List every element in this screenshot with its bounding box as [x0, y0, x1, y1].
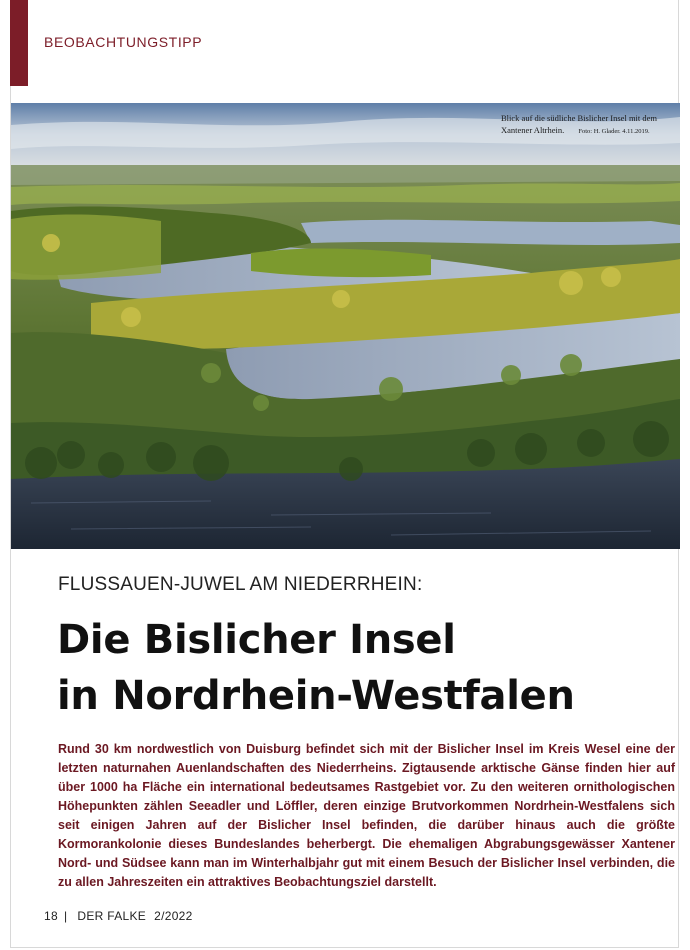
article-kicker: FLUSSAUEN-JUWEL AM NIEDERRHEIN: — [58, 574, 423, 595]
caption-text: Blick auf die südliche Bislicher Insel mit dem Xantener Altrhein. — [501, 113, 658, 135]
headline-line-1: Die Bislicher Insel — [57, 617, 456, 663]
headline-line-2: in Nordrhein-Westfalen — [57, 673, 575, 719]
aerial-landscape-photo — [11, 103, 680, 549]
page-number: 18 — [44, 909, 58, 923]
footer-separator: | — [63, 909, 68, 923]
photo-caption — [501, 112, 673, 138]
photo-credit: Foto: H. Glader. 4.11.2019. — [578, 128, 650, 135]
section-color-bar — [10, 0, 28, 86]
magazine-name: DER FALKE — [77, 909, 147, 923]
page-footer — [44, 909, 193, 923]
section-label: BEOBACHTUNGSTIPP — [44, 34, 203, 50]
issue-number: 2/2022 — [154, 909, 193, 923]
article-headline — [57, 612, 657, 724]
article-intro: Rund 30 km nordwestlich von Duisburg befindet sich mit der Bislicher Insel im Kreis Wesel eine der letzten naturnahen Auenlandschaften des Niederrheins. Zigtausende arktische Gänse finden hier auf über 1000 ha Fläche ein international bedeutsames Rastgebiet vor. Zu den weiteren ornithologischen Höhepunkten zählen Seeadler und Löffler, deren einzige Brutvorkommen Nordrhein-Westfalens sich seit einigen Jahren auf der Bislicher Insel befinden, die darüber hinaus auch die größte Kormorankolonie dieses Bundeslandes beherbergt. Die ehemaligen Abgrabungsgewässer Xantener Nord- und Südsee kann man im Winterhalbjahr gut mit einem Besuch der Bislicher Insel verbinden, die zu allen Jahreszeiten ein attraktives Beobachtungsziel darstellt. — [58, 742, 675, 889]
